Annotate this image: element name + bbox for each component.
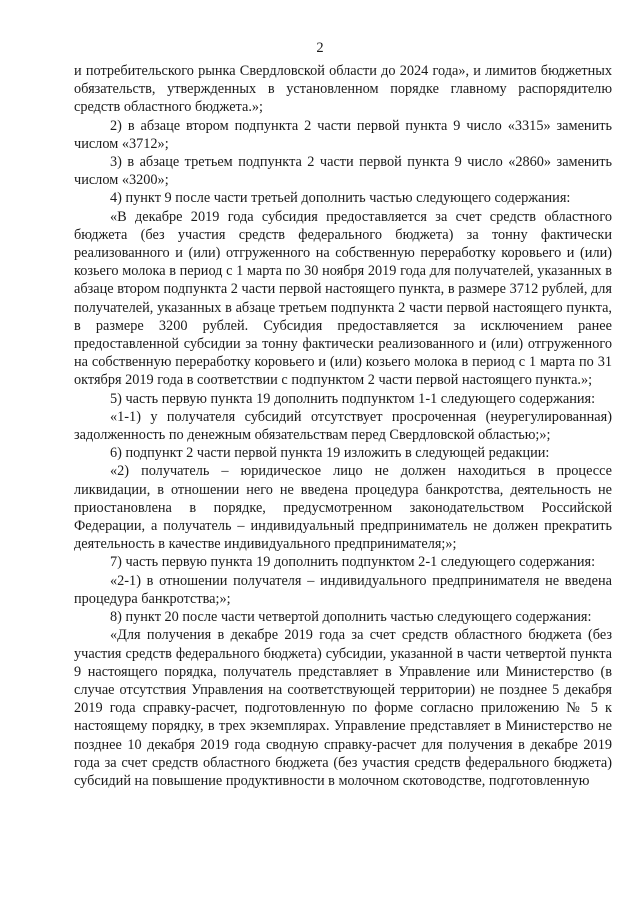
paragraph: «2) получатель – юридическое лицо не должен находиться в процессе ликвидации, в отношении него не введена процедура банкротства, деятельность не приостановлена в порядке, предусмотренном законодательством Российской Федерации, а получатель – индивидуальный предприниматель не должен прекратить деятельность в качестве индивидуального предпринимателя;»; (74, 463, 612, 553)
paragraph: «Для получения в декабре 2019 года за счет средств областного бюджета (без участия средств федерального бюджета) субсидии, указанной в части четвертой пункта 9 настоящего порядка, получатель представляет в Управление или Министерство (в случае отсутствия Управления на соответствующей территории) не позднее 5 декабря 2019 года справку-расчет, подготовленную по форме согласно приложению № 5 к настоящему порядку, в трех экземплярах. Управление представляет в Министерство не позднее 10 декабря 2019 года сводную справку-расчет для получения в декабре 2019 года за счет средств областного бюджета (без участия средств федерального бюджета) субсидий на повышение продуктивности в молочном скотоводстве, подготовленную (74, 627, 612, 789)
paragraph: 7) часть первую пункта 19 дополнить подпунктом 2-1 следующего содержания: (110, 554, 596, 571)
page-number: 2 (316, 40, 324, 56)
paragraph: 5) часть первую пункта 19 дополнить подпунктом 1-1 следующего содержания: (110, 390, 596, 407)
paragraph: 6) подпункт 2 части первой пункта 19 изложить в следующей редакции: (110, 445, 550, 462)
document-body (74, 62, 612, 790)
paragraph: 4) пункт 9 после части третьей дополнить частью следующего содержания: (110, 190, 571, 207)
paragraph: «1-1) у получателя субсидий отсутствует просроченная (неурегулированная) задолженность по денежным обязательствам перед Свердловской областью;»; (74, 408, 612, 444)
paragraph: и потребительского рынка Свердловской области до 2024 года», и лимитов бюджетных обязательств, утвержденных в установленном порядке главному распорядителю средств областного бюджета.»; (74, 63, 612, 116)
paragraph: 2) в абзаце втором подпункта 2 части первой пункта 9 число «3315» заменить числом «3712»; (74, 117, 612, 152)
paragraph: 3) в абзаце третьем подпункта 2 части первой пункта 9 число «2860» заменить числом «3200»; (74, 154, 612, 189)
paragraph: «2-1) в отношении получателя – индивидуального предпринимателя не введена процедура банкротства;»; (74, 572, 612, 607)
paragraph: 8) пункт 20 после части четвертой дополнить частью следующего содержания: (110, 609, 592, 626)
paragraph: «В декабре 2019 года субсидия предоставляется за счет средств областного бюджета (без участия средств федерального бюджета) за тонну фактически реализованного и (или) отгруженного на собственную переработку коровьего и (или) козьего молока в период с 1 марта по 30 ноября 2019 года для получателей, указанных в абзаце втором подпункта 2 части первой настоящего пункта, в размере 3712 рублей, для получателей, указанных в абзаце третьем подпункта 2 части первой настоящего пункта, в размере 3200 рублей. Субсидия предоставляется за исключением ранее предоставленной субсидии за тонну фактически реализованного и (или) отгруженного на собственную переработку коровьего и (или) козьего молока в период с 1 марта по 31 октября 2019 года в соответствии с подпунктом 2 части первой настоящего пункта.»; (74, 208, 612, 389)
